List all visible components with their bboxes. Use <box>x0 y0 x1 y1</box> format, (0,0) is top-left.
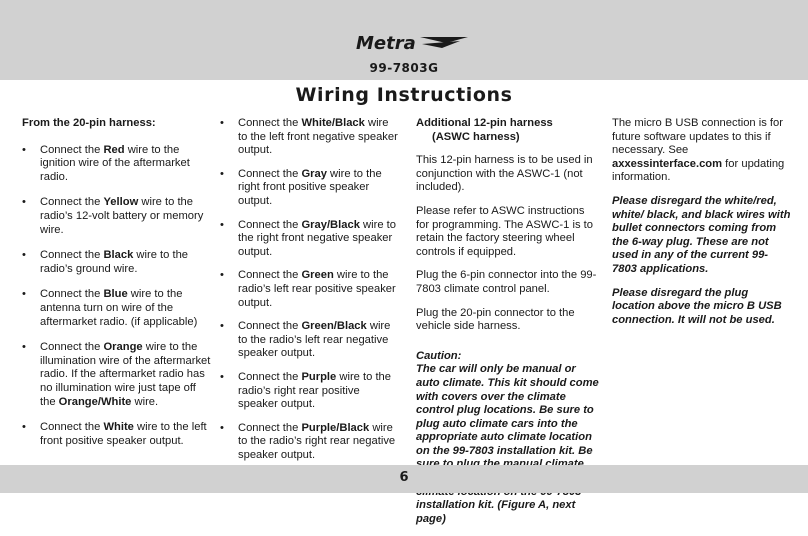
aswc-paragraph-2: Please refer to ASWC instructions for programming. The ASWC-1 is to retain the factory steering wheel controls if equipped. <box>416 204 593 258</box>
bullet-list-2 <box>220 117 400 462</box>
column-4 <box>612 117 792 337</box>
list-item: • Connect the White wire to the left front positive speaker output. <box>22 421 207 447</box>
list-item: • Connect the Gray wire to the right front positive speaker output. <box>220 167 382 207</box>
aswc-paragraph-3: Plug the 6-pin connector into the 99-7803 climate control panel. <box>416 269 597 295</box>
list-item: • Connect the Green/Black wire to the radio’s left rear negative speaker output. <box>220 320 391 360</box>
list-item: • Connect the Black wire to the radio’s ground wire. <box>22 249 189 275</box>
usb-paragraph: The micro B USB connection is for future software updates to this if necessary. See axxessinterface.com for updating information. <box>612 117 785 184</box>
list-item: • Connect the Blue wire to the antenna turn on wire of the aftermarket radio. (if applicable) <box>22 288 198 328</box>
note-wires: Please disregard the white/red, white/ black, and black wires with bullet connectors coming from the 6-way plug. These are not used in any of the current 99-7803 applications. <box>612 194 791 275</box>
list-item: • Connect the Red wire to the ignition wire of the aftermarket radio. <box>22 143 190 183</box>
harness-heading: From the 20-pin harness: <box>22 117 156 129</box>
list-item: • Connect the Green wire to the radio’s left rear positive speaker output. <box>220 269 396 309</box>
caution-label: Caution: <box>416 349 462 362</box>
column-2 <box>220 117 400 472</box>
page-title: Wiring Instructions <box>295 84 513 106</box>
aswc-subheading: Additional 12-pin harness (ASWC harness) <box>416 117 553 143</box>
doc-number: 99-7803G <box>369 61 439 75</box>
list-item: • Connect the White/Black wire to the left front negative speaker output. <box>220 117 398 157</box>
list-item: • Connect the Orange wire to the illumination wire of the aftermarket radio. If the aftermarket radio has no illumination wire just tape off the Orange/White wire. <box>22 341 211 408</box>
aswc-paragraph-4: Plug the 20-pin connector to the vehicle side harness. <box>416 306 575 333</box>
bullet-list-1 <box>22 144 212 449</box>
metra-logo <box>350 30 470 56</box>
column-1 <box>22 117 212 460</box>
note-plug: Please disregard the plug location above the micro B USB connection. It will not be used. <box>612 286 782 326</box>
aswc-paragraph-1: This 12-pin harness is to be used in conjunction with the ASWC-1 (not included). <box>416 154 593 194</box>
list-item: • Connect the Gray/Black wire to the right front negative speaker output. <box>220 218 396 258</box>
list-item: • Connect the Purple wire to the radio’s right rear positive speaker output. <box>220 370 392 411</box>
caution-text: The car will only be manual or auto climate. This kit should come with covers over the climate control plug locations. Be sure to plug auto climate cars into the appropriate auto climate location on the 99-7803 installation kit. Be installation kit. (Figure A, next page) <box>416 363 599 525</box>
metra-logo-text: Metra <box>356 33 416 54</box>
page-number: 6 <box>399 470 409 485</box>
list-item: • Connect the Purple/Black wire to the radio’s right rear negative speaker output. <box>220 421 396 461</box>
caution-block <box>416 350 600 527</box>
list-item: • Connect the Yellow wire to the radio’s 12-volt battery or memory wire. <box>22 196 204 236</box>
website-link: axxessinterface.com <box>612 157 723 170</box>
